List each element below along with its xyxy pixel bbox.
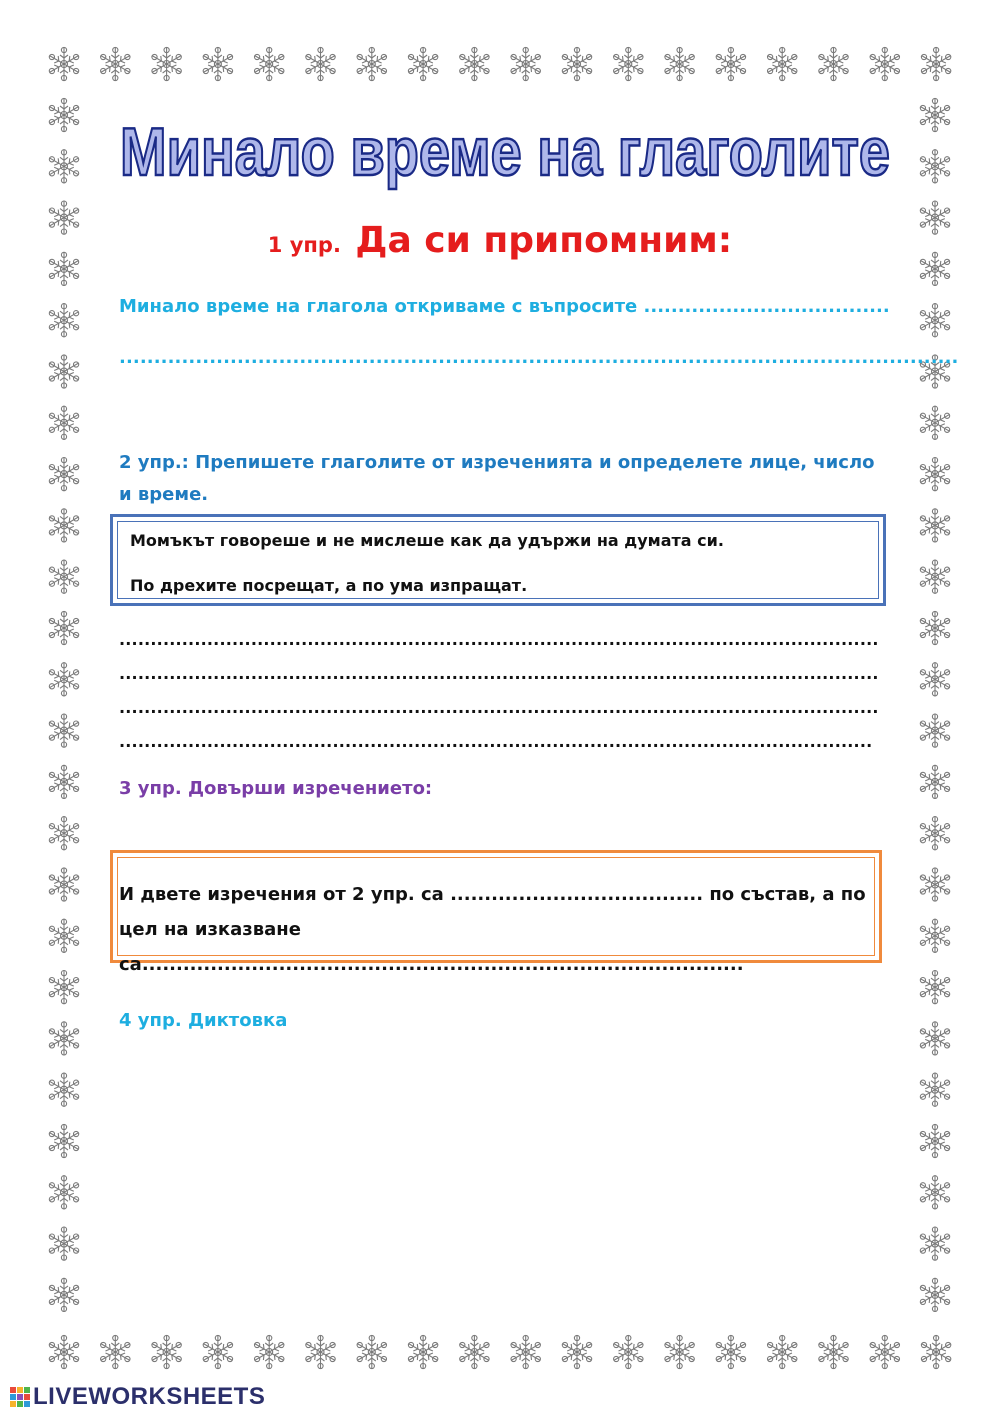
snowflake-icon [920,1227,949,1261]
snowflake-icon [460,1335,489,1369]
snowflake-icon [49,1073,78,1107]
snowflake-icon [920,457,949,491]
sentence-2: По дрехите посрещат, а по ума изпращат. [130,576,528,595]
title-text: Минало време на глаголите [120,114,890,190]
snowflake-icon [49,98,78,132]
snowflake-icon [49,611,78,645]
snowflake-icon [49,149,78,183]
snowflake-icon [716,1335,745,1369]
snowflake-icon [152,47,181,81]
snowflake-icon [152,1335,181,1369]
snowflake-icon [920,714,949,748]
snowflake-icon [49,970,78,1004]
snowflake-icon [920,662,949,696]
snowflake-icon [49,1227,78,1261]
snowflake-icon [920,560,949,594]
snowflake-icon [920,1021,949,1055]
snowflake-icon [562,47,591,81]
snowflake-icon [408,1335,437,1369]
exercise1-question: Минало време на глагола откриваме с въпросите .................................... [119,296,890,317]
snowflake-icon [870,47,899,81]
snowflake-icon [562,1335,591,1369]
snowflake-icon [920,868,949,902]
answer-line-2[interactable]: ......................................................................................................................... [119,664,879,683]
answer-line-3[interactable]: ......................................................................................................................... [119,698,879,717]
snowflake-icon [920,816,949,850]
sentence-1: Момъкът говореше и не мислеше как да удържи на думата си. [130,531,724,550]
snowflake-icon [920,406,949,440]
worksheet-title [110,105,900,195]
snowflake-icon [511,1335,540,1369]
snowflake-icon [49,560,78,594]
exercise4-heading: 4 упр. Диктовка [119,1010,288,1031]
snowflake-icon [49,816,78,850]
snowflake-icon [357,47,386,81]
snowflake-icon [460,47,489,81]
snowflake-icon [920,149,949,183]
logo-text: LIVEWORKSHEETS [33,1383,266,1410]
snowflake-icon [255,47,284,81]
snowflake-icon [920,970,949,1004]
snowflake-icon [665,47,694,81]
snowflake-icon [306,1335,335,1369]
snowflake-icon [870,1335,899,1369]
snowflake-icon [49,1175,78,1209]
snowflake-icon [203,1335,232,1369]
snowflake-icon [49,47,78,81]
snowflake-icon [921,47,950,81]
snowflake-icon [255,1335,284,1369]
snowflake-icon [768,1335,797,1369]
snowflake-icon [49,714,78,748]
snowflake-icon [101,47,130,81]
snowflake-icon [920,919,949,953]
snowflake-icon [49,355,78,389]
logo-grid-icon [10,1387,30,1407]
sentences-box [110,514,886,606]
snowflake-icon [920,1175,949,1209]
snowflake-icon [665,1335,694,1369]
snowflake-icon [49,662,78,696]
snowflake-icon [716,47,745,81]
snowflake-icon [101,1335,130,1369]
snowflake-icon [819,47,848,81]
snowflake-icon [768,47,797,81]
snowflake-icon [49,508,78,542]
snowflake-icon [306,47,335,81]
snowflake-icon [614,1335,643,1369]
completion-box [110,850,882,975]
snowflake-icon [49,1124,78,1158]
completion-sentence[interactable]: И двете изречения от 2 упр. са ..................................... по състав, а по цел на изказване са........................................................................................ [119,884,866,975]
snowflake-icon [920,1278,949,1312]
snowflake-icon [49,406,78,440]
snowflake-icon [408,47,437,81]
snowflake-icon [49,1335,78,1369]
snowflake-icon [49,868,78,902]
snowflake-icon [614,47,643,81]
snowflake-icon [49,1021,78,1055]
snowflake-icon [920,98,949,132]
snowflake-icon [49,303,78,337]
exercise3-heading: 3 упр. Довърши изречението: [119,778,433,799]
snowflake-icon [203,47,232,81]
snowflake-icon [920,765,949,799]
snowflake-icon [920,1124,949,1158]
exercise1-answer-line[interactable]: ......................................................................................................................... [119,347,959,368]
snowflake-icon [920,303,949,337]
snowflake-icon [49,765,78,799]
exercise2-heading: 2 упр.: Препишете глаголите от изреченията и определете лице, число и време. [119,452,875,505]
exercise1-label: 1 упр. [267,233,341,257]
liveworksheets-logo [10,1384,265,1410]
snowflake-icon [49,919,78,953]
snowflake-icon [921,1335,950,1369]
answer-line-1[interactable]: ......................................................................................................................... [119,630,879,649]
answer-line-4[interactable]: ........................................................................................................................ [119,732,873,751]
snowflake-icon [920,508,949,542]
snowflake-icon [357,1335,386,1369]
snowflake-icon [511,47,540,81]
exercise1-heading [0,220,1000,261]
snowflake-icon [819,1335,848,1369]
exercise1-title: Да си припомним: [355,220,733,261]
snowflake-icon [920,611,949,645]
snowflake-icon [920,1073,949,1107]
snowflake-icon [49,457,78,491]
snowflake-icon [49,1278,78,1312]
